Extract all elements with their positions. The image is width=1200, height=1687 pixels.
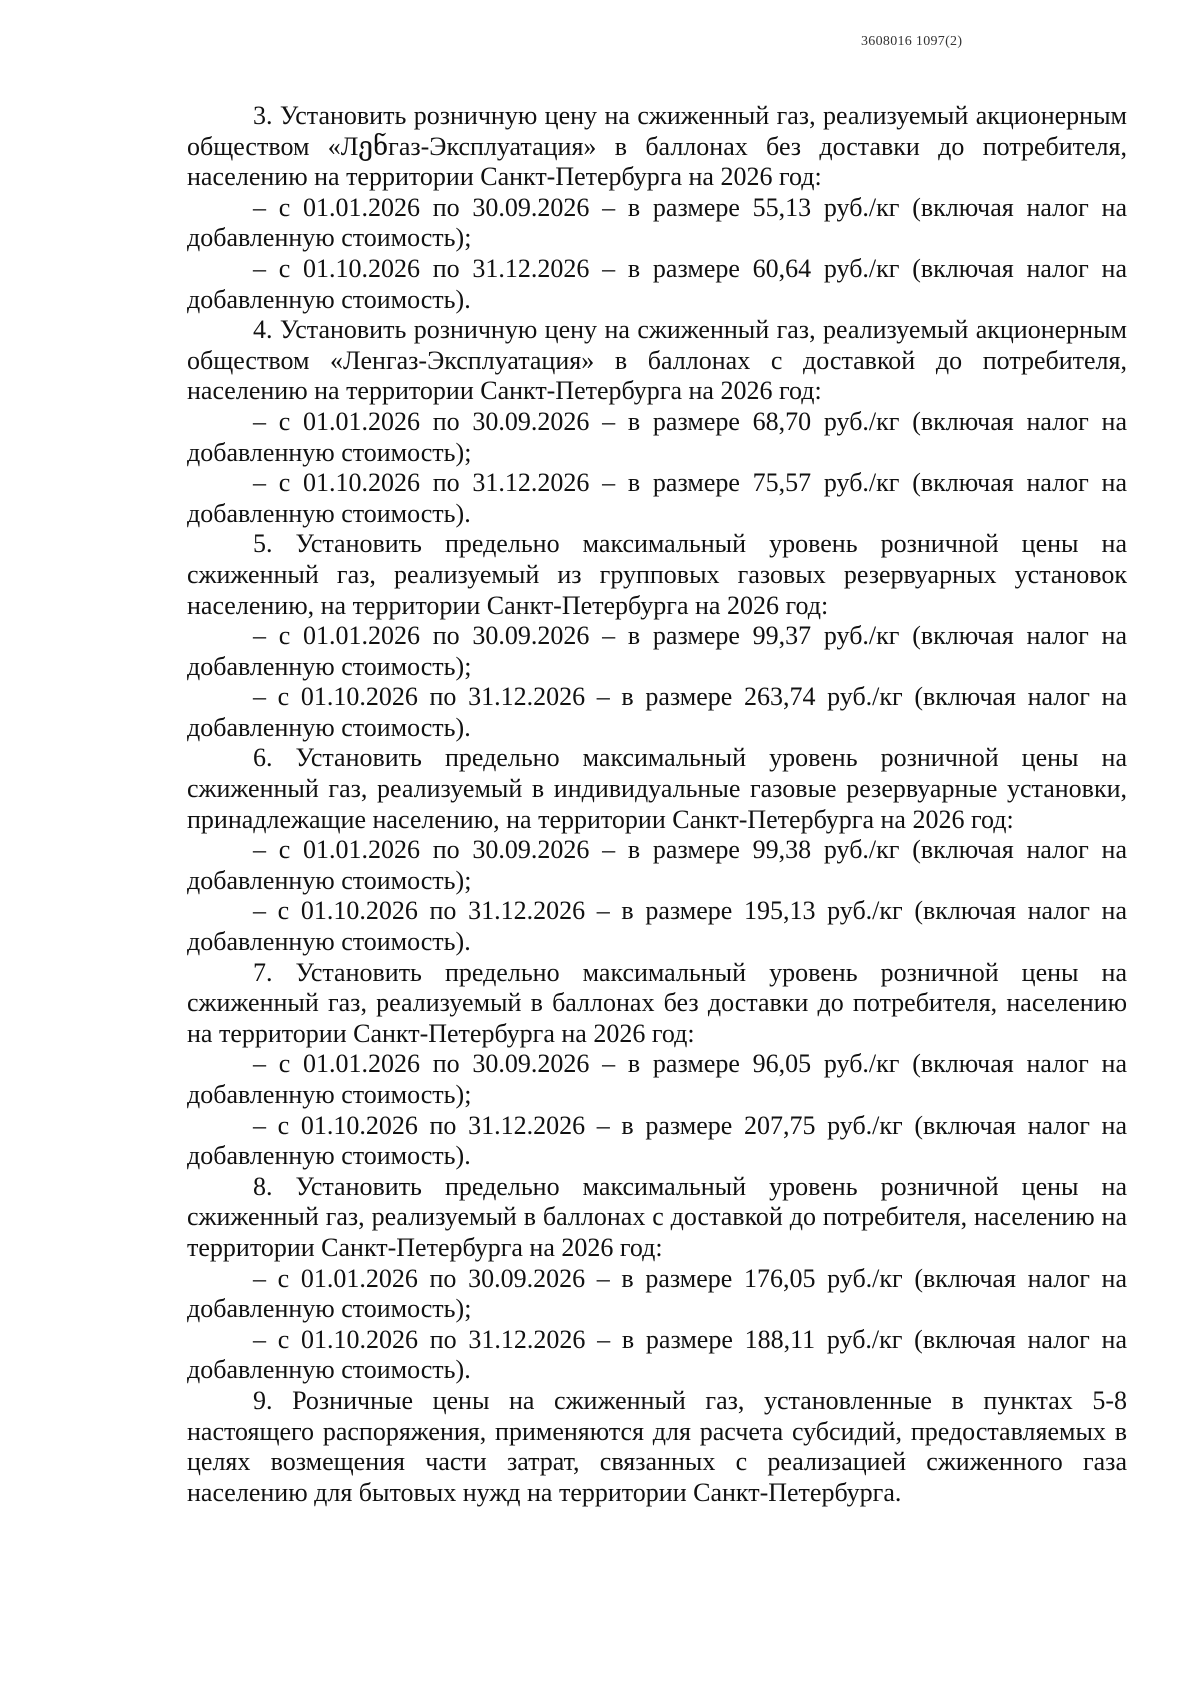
- document-body: [187, 101, 1127, 1508]
- paragraph-text: 5. Установить предельно максимальный уровень розничной цены на сжиженный газ, реализуемый из групповых газовых резервуарных установок населению, на территории Санкт-Петербурга на 2026 год:: [187, 529, 1127, 620]
- paragraph-text: 8. Установить предельно максимальный уровень розничной цены на сжиженный газ, реализуемый в баллонах с доставкой до потребителя, населению на территории Санкт-Петербурга на 2026 год:: [187, 1171, 1127, 1262]
- paragraph-text: 9. Розничные цены на сжиженный газ, установленные в пунктах 5-8 настоящего распоряжения, применяются для расчета субсидий, предоставляемых в целях возмещения части затрат, связанных с реализацией сжиженного газа населению для бытовых нужд на территории Санкт-Петербурга.: [187, 1385, 1127, 1507]
- price-item: – с 01.01.2026 по 30.09.2026 – в размере 99,38 руб./кг (включая налог на добавленную стоимость);: [187, 835, 1127, 895]
- price-item: – с 01.01.2026 по 30.09.2026 – в размере 99,37 руб./кг (включая налог на добавленную стоимость);: [187, 621, 1127, 681]
- paragraph-9: [187, 1386, 1127, 1508]
- document-number: 3608016 1097(2): [861, 34, 963, 49]
- price-item: – с 01.01.2026 по 30.09.2026 – в размере 55,13 руб./кг (включая налог на добавленную стоимость);: [187, 192, 1127, 253]
- paragraph-text: 6. Установить предельно максимальный уровень розничной цены на сжиженный газ, реализуемый в индивидуальные газовые резервуарные установки, принадлежащие населению, на территории Санкт-Петербурга на 2026 год:: [187, 743, 1127, 834]
- price-item: – с 01.10.2026 по 31.12.2026 – в размере 188,11 руб./кг (включая налог на добавленную стоимость).: [187, 1324, 1127, 1385]
- paragraph-5: [187, 529, 1127, 743]
- paragraph-6: [187, 743, 1127, 957]
- paragraph-text: 7. Установить предельно максимальный уровень розничной цены на сжиженный газ, реализуемый в баллонах без доставки до потребителя, населению на территории Санкт-Петербурга на 2026 год:: [187, 957, 1127, 1048]
- paragraph-text: 3. Установить розничную цену на сжиженный газ, реализуемый акционерным обществом «Лენгаз-Эксплуатация» в баллонах без доставки до потребителя, населению на территории Санкт-Петербурга на 2026 год:: [187, 101, 1127, 192]
- price-item: – с 01.10.2026 по 31.12.2026 – в размере 75,57 руб./кг (включая налог на добавленную стоимость).: [187, 468, 1127, 528]
- price-item: – с 01.01.2026 по 30.09.2026 – в размере 176,05 руб./кг (включая налог на добавленную стоимость);: [187, 1263, 1127, 1324]
- paragraph-4: [187, 315, 1127, 529]
- paragraph-8: [187, 1172, 1127, 1386]
- price-item: – с 01.10.2026 по 31.12.2026 – в размере 207,75 руб./кг (включая налог на добавленную стоимость).: [187, 1110, 1127, 1171]
- price-item: – с 01.10.2026 по 31.12.2026 – в размере 60,64 руб./кг (включая налог на добавленную стоимость).: [187, 253, 1127, 314]
- price-item: – с 01.10.2026 по 31.12.2026 – в размере 195,13 руб./кг (включая налог на добавленную стоимость).: [187, 896, 1127, 957]
- paragraph-7: [187, 958, 1127, 1172]
- paragraph-text: 4. Установить розничную цену на сжиженный газ, реализуемый акционерным обществом «Ленгаз-Эксплуатация» в баллонах с доставкой до потребителя, населению на территории Санкт-Петербурга на 2026 год:: [187, 315, 1127, 406]
- price-item: – с 01.10.2026 по 31.12.2026 – в размере 263,74 руб./кг (включая налог на добавленную стоимость).: [187, 682, 1127, 742]
- price-item: – с 01.01.2026 по 30.09.2026 – в размере 96,05 руб./кг (включая налог на добавленную стоимость);: [187, 1049, 1127, 1109]
- paragraph-3: [187, 101, 1127, 315]
- price-item: – с 01.01.2026 по 30.09.2026 – в размере 68,70 руб./кг (включая налог на добавленную стоимость);: [187, 406, 1127, 467]
